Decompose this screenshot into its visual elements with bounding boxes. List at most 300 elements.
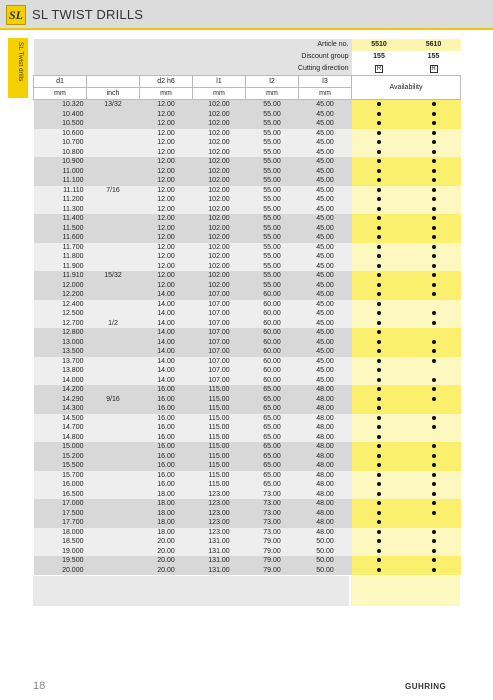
unit-inch: inch xyxy=(87,88,140,100)
availability-5610 xyxy=(407,138,461,148)
available-dot-icon xyxy=(377,463,381,467)
table-row xyxy=(34,395,461,405)
cell-inch xyxy=(87,129,140,139)
cell-l1: 131.00 xyxy=(193,566,246,576)
cell-l1: 102.00 xyxy=(193,148,246,158)
availability-5510 xyxy=(352,528,407,538)
cell-l1: 115.00 xyxy=(193,461,246,471)
cell-d2: 12.00 xyxy=(140,252,193,262)
table-row xyxy=(34,157,461,167)
cell-l2: 55.00 xyxy=(246,224,299,234)
cell-l3: 45.00 xyxy=(299,186,352,196)
availability-5610 xyxy=(407,404,461,414)
cell-l2: 55.00 xyxy=(246,186,299,196)
availability-5510 xyxy=(352,195,407,205)
availability-5510 xyxy=(352,205,407,215)
cell-d2: 20.00 xyxy=(140,566,193,576)
availability-5510 xyxy=(352,186,407,196)
cell-l3: 45.00 xyxy=(299,319,352,329)
cell-d2: 12.00 xyxy=(140,233,193,243)
availability-5610 xyxy=(407,148,461,158)
cell-d2: 14.00 xyxy=(140,309,193,319)
cell-inch xyxy=(87,461,140,471)
cell-l3: 45.00 xyxy=(299,252,352,262)
cell-l3: 45.00 xyxy=(299,129,352,139)
available-dot-icon xyxy=(377,368,381,372)
table-row xyxy=(34,471,461,481)
cell-l2: 79.00 xyxy=(246,556,299,566)
table-row xyxy=(34,338,461,348)
available-dot-icon xyxy=(377,406,381,410)
availability-5610 xyxy=(407,157,461,167)
article-no-5510: 5510 xyxy=(352,39,407,51)
cell-l1: 102.00 xyxy=(193,224,246,234)
cell-inch xyxy=(87,442,140,452)
availability-5610 xyxy=(407,452,461,462)
cell-d2: 16.00 xyxy=(140,452,193,462)
available-dot-icon xyxy=(377,121,381,125)
cell-d1: 11.800 xyxy=(34,252,87,262)
cell-d1: 12.700 xyxy=(34,319,87,329)
cell-l2: 60.00 xyxy=(246,290,299,300)
cell-l3: 45.00 xyxy=(299,195,352,205)
availability-5510 xyxy=(352,271,407,281)
cell-d1: 11.700 xyxy=(34,243,87,253)
available-dot-icon xyxy=(377,235,381,239)
cell-inch xyxy=(87,214,140,224)
available-dot-icon xyxy=(432,387,436,391)
table-row xyxy=(34,138,461,148)
cell-inch xyxy=(87,110,140,120)
col-l3: l3 xyxy=(299,76,352,88)
availability-5610 xyxy=(407,509,461,519)
cell-l1: 131.00 xyxy=(193,537,246,547)
available-dot-icon xyxy=(377,254,381,258)
cell-l3: 50.00 xyxy=(299,556,352,566)
cell-d1: 12.200 xyxy=(34,290,87,300)
cell-d2: 16.00 xyxy=(140,471,193,481)
available-dot-icon xyxy=(377,539,381,543)
table-row xyxy=(34,404,461,414)
cell-d1: 17.000 xyxy=(34,499,87,509)
cell-inch xyxy=(87,233,140,243)
cell-d1: 13.500 xyxy=(34,347,87,357)
cell-d2: 12.00 xyxy=(140,195,193,205)
unit-d1: mm xyxy=(34,88,87,100)
cell-d1: 10.900 xyxy=(34,157,87,167)
cutting-direction-5610 xyxy=(407,63,461,76)
cell-l1: 107.00 xyxy=(193,366,246,376)
availability-5610 xyxy=(407,395,461,405)
right-hand-cutting-icon: R xyxy=(376,66,382,72)
availability-5610 xyxy=(407,319,461,329)
table-row xyxy=(34,224,461,234)
cell-l3: 45.00 xyxy=(299,224,352,234)
cell-l3: 48.00 xyxy=(299,404,352,414)
available-dot-icon xyxy=(377,150,381,154)
cell-l3: 45.00 xyxy=(299,148,352,158)
table-row xyxy=(34,547,461,557)
cell-l2: 73.00 xyxy=(246,518,299,528)
page-title: SL TWIST DRILLS xyxy=(32,7,144,22)
cell-l1: 115.00 xyxy=(193,480,246,490)
availability-5510 xyxy=(352,290,407,300)
availability-5510 xyxy=(352,509,407,519)
cell-l1: 102.00 xyxy=(193,271,246,281)
table-row xyxy=(34,300,461,310)
availability-5510 xyxy=(352,556,407,566)
table-row xyxy=(34,423,461,433)
cell-l3: 48.00 xyxy=(299,385,352,395)
cell-l2: 65.00 xyxy=(246,461,299,471)
cell-l3: 50.00 xyxy=(299,537,352,547)
right-hand-cutting-icon: R xyxy=(431,66,436,72)
cell-l1: 115.00 xyxy=(193,414,246,424)
cell-l3: 45.00 xyxy=(299,157,352,167)
availability-5610 xyxy=(407,471,461,481)
available-dot-icon xyxy=(377,178,381,182)
cell-l3: 45.00 xyxy=(299,119,352,129)
cell-d1: 11.110 xyxy=(34,186,87,196)
cell-d2: 12.00 xyxy=(140,129,193,139)
cell-d2: 12.00 xyxy=(140,271,193,281)
available-dot-icon xyxy=(432,416,436,420)
cell-l2: 60.00 xyxy=(246,300,299,310)
cell-d1: 10.600 xyxy=(34,129,87,139)
cell-inch xyxy=(87,281,140,291)
availability-5610 xyxy=(407,233,461,243)
cell-l1: 123.00 xyxy=(193,518,246,528)
table-row xyxy=(34,176,461,186)
cell-l2: 60.00 xyxy=(246,338,299,348)
cell-l3: 48.00 xyxy=(299,414,352,424)
available-dot-icon xyxy=(377,520,381,524)
cell-d2: 16.00 xyxy=(140,442,193,452)
availability-5610 xyxy=(407,490,461,500)
available-dot-icon xyxy=(432,273,436,277)
cell-l1: 123.00 xyxy=(193,499,246,509)
cell-l2: 55.00 xyxy=(246,138,299,148)
availability-5510 xyxy=(352,281,407,291)
cell-d1: 14.300 xyxy=(34,404,87,414)
availability-5610 xyxy=(407,433,461,443)
availability-5510 xyxy=(352,243,407,253)
available-dot-icon xyxy=(432,397,436,401)
cell-l3: 45.00 xyxy=(299,233,352,243)
cell-inch xyxy=(87,518,140,528)
table-row xyxy=(34,309,461,319)
availability-5510 xyxy=(352,404,407,414)
cell-l3: 48.00 xyxy=(299,528,352,538)
availability-5510 xyxy=(352,347,407,357)
cell-d2: 12.00 xyxy=(140,119,193,129)
cell-inch xyxy=(87,480,140,490)
cell-l1: 102.00 xyxy=(193,167,246,177)
table-row xyxy=(34,461,461,471)
availability-5610 xyxy=(407,119,461,129)
cell-inch xyxy=(87,547,140,557)
cell-d1: 16.000 xyxy=(34,480,87,490)
cell-l1: 115.00 xyxy=(193,433,246,443)
cutting-direction-row xyxy=(34,63,461,76)
cell-d1: 18.500 xyxy=(34,537,87,547)
cell-l2: 55.00 xyxy=(246,195,299,205)
cell-d1: 12.800 xyxy=(34,328,87,338)
cell-inch xyxy=(87,471,140,481)
cell-l3: 45.00 xyxy=(299,309,352,319)
table-row xyxy=(34,252,461,262)
cell-inch xyxy=(87,347,140,357)
cell-d1: 11.400 xyxy=(34,214,87,224)
cell-l3: 45.00 xyxy=(299,243,352,253)
availability-5610 xyxy=(407,338,461,348)
cell-inch: 1/2 xyxy=(87,319,140,329)
cell-l2: 60.00 xyxy=(246,357,299,367)
table-row xyxy=(34,366,461,376)
cell-l2: 55.00 xyxy=(246,271,299,281)
available-dot-icon xyxy=(377,568,381,572)
cell-l1: 102.00 xyxy=(193,119,246,129)
cell-l1: 123.00 xyxy=(193,490,246,500)
available-dot-icon xyxy=(432,558,436,562)
cell-l3: 45.00 xyxy=(299,338,352,348)
table-row xyxy=(34,433,461,443)
cell-d2: 12.00 xyxy=(140,100,193,110)
column-header-row xyxy=(34,76,461,88)
available-dot-icon xyxy=(377,349,381,353)
availability-5510 xyxy=(352,366,407,376)
brand-logo-icon: SL xyxy=(6,5,26,25)
available-dot-icon xyxy=(377,558,381,562)
cell-l3: 45.00 xyxy=(299,100,352,110)
cell-l2: 65.00 xyxy=(246,480,299,490)
cell-inch xyxy=(87,338,140,348)
available-dot-icon xyxy=(432,207,436,211)
cell-d2: 20.00 xyxy=(140,537,193,547)
availability-5510 xyxy=(352,338,407,348)
table-row xyxy=(34,214,461,224)
cell-inch xyxy=(87,252,140,262)
availability-5510 xyxy=(352,157,407,167)
availability-5610 xyxy=(407,528,461,538)
availability-5610 xyxy=(407,480,461,490)
cell-l3: 45.00 xyxy=(299,366,352,376)
table-row xyxy=(34,233,461,243)
availability-5510 xyxy=(352,395,407,405)
cell-d1: 11.200 xyxy=(34,195,87,205)
availability-5610 xyxy=(407,281,461,291)
cell-l1: 102.00 xyxy=(193,157,246,167)
availability-5610 xyxy=(407,461,461,471)
available-dot-icon xyxy=(377,197,381,201)
cell-l1: 102.00 xyxy=(193,186,246,196)
table-row xyxy=(34,262,461,272)
section-tab xyxy=(8,38,28,98)
discount-group-row xyxy=(34,51,461,63)
available-dot-icon xyxy=(432,539,436,543)
available-dot-icon xyxy=(377,112,381,116)
cell-inch: 7/16 xyxy=(87,186,140,196)
table-row xyxy=(34,319,461,329)
cell-inch xyxy=(87,262,140,272)
table-row xyxy=(34,129,461,139)
cell-d1: 13.700 xyxy=(34,357,87,367)
availability-5610 xyxy=(407,537,461,547)
available-dot-icon xyxy=(432,568,436,572)
table-row xyxy=(34,290,461,300)
cell-inch xyxy=(87,433,140,443)
availability-5610 xyxy=(407,252,461,262)
availability-5610 xyxy=(407,499,461,509)
cell-inch xyxy=(87,385,140,395)
page-number: 18 xyxy=(33,680,46,692)
availability-5510 xyxy=(352,471,407,481)
cell-inch xyxy=(87,499,140,509)
availability-5510 xyxy=(352,433,407,443)
cell-l2: 73.00 xyxy=(246,509,299,519)
cell-d1: 12.000 xyxy=(34,281,87,291)
available-dot-icon xyxy=(377,321,381,325)
cell-d1: 14.200 xyxy=(34,385,87,395)
table-row xyxy=(34,499,461,509)
availability-5610 xyxy=(407,129,461,139)
cell-l3: 48.00 xyxy=(299,509,352,519)
unit-l1: mm xyxy=(193,88,246,100)
unit-d2: mm xyxy=(140,88,193,100)
cell-l2: 73.00 xyxy=(246,499,299,509)
availability-5510 xyxy=(352,167,407,177)
cell-inch xyxy=(87,556,140,566)
cell-l2: 55.00 xyxy=(246,100,299,110)
cell-d1: 15.500 xyxy=(34,461,87,471)
availability-5510 xyxy=(352,176,407,186)
cell-l3: 48.00 xyxy=(299,461,352,471)
available-dot-icon xyxy=(432,349,436,353)
available-dot-icon xyxy=(432,245,436,249)
cell-inch xyxy=(87,176,140,186)
cell-inch: 15/32 xyxy=(87,271,140,281)
cell-inch xyxy=(87,224,140,234)
availability-5510 xyxy=(352,262,407,272)
cell-inch xyxy=(87,490,140,500)
availability-5610 xyxy=(407,518,461,528)
available-dot-icon xyxy=(377,283,381,287)
cell-l1: 102.00 xyxy=(193,262,246,272)
available-dot-icon xyxy=(432,482,436,486)
cell-l1: 115.00 xyxy=(193,404,246,414)
available-dot-icon xyxy=(377,245,381,249)
cell-l1: 102.00 xyxy=(193,195,246,205)
cell-l1: 115.00 xyxy=(193,442,246,452)
availability-5510 xyxy=(352,328,407,338)
cell-l1: 107.00 xyxy=(193,338,246,348)
available-dot-icon xyxy=(432,492,436,496)
cell-d2: 12.00 xyxy=(140,157,193,167)
cell-d1: 11.100 xyxy=(34,176,87,186)
cell-l1: 115.00 xyxy=(193,385,246,395)
cell-d2: 14.00 xyxy=(140,338,193,348)
cell-inch: 13/32 xyxy=(87,100,140,110)
available-dot-icon xyxy=(432,178,436,182)
table-row xyxy=(34,537,461,547)
cell-d2: 14.00 xyxy=(140,357,193,367)
cell-l3: 50.00 xyxy=(299,547,352,557)
cell-l2: 60.00 xyxy=(246,319,299,329)
cell-l1: 131.00 xyxy=(193,547,246,557)
availability-5610 xyxy=(407,414,461,424)
available-dot-icon xyxy=(432,292,436,296)
cell-d1: 11.900 xyxy=(34,262,87,272)
cell-d2: 16.00 xyxy=(140,395,193,405)
cell-l1: 102.00 xyxy=(193,243,246,253)
cell-d2: 12.00 xyxy=(140,138,193,148)
available-dot-icon xyxy=(432,226,436,230)
cell-inch xyxy=(87,509,140,519)
availability-5510 xyxy=(352,566,407,576)
cell-l1: 102.00 xyxy=(193,281,246,291)
page-header xyxy=(0,0,493,30)
cell-d2: 16.00 xyxy=(140,461,193,471)
cell-l3: 45.00 xyxy=(299,290,352,300)
cell-l1: 123.00 xyxy=(193,528,246,538)
cell-d1: 10.320 xyxy=(34,100,87,110)
cell-d1: 14.000 xyxy=(34,376,87,386)
available-dot-icon xyxy=(377,216,381,220)
cell-l3: 45.00 xyxy=(299,176,352,186)
availability-5510 xyxy=(352,480,407,490)
cell-l3: 45.00 xyxy=(299,214,352,224)
cell-d1: 14.290 xyxy=(34,395,87,405)
available-dot-icon xyxy=(377,273,381,277)
article-no-5610: 5610 xyxy=(407,39,461,51)
cell-l3: 45.00 xyxy=(299,357,352,367)
availability-5510 xyxy=(352,423,407,433)
cell-l2: 55.00 xyxy=(246,148,299,158)
cell-l2: 55.00 xyxy=(246,157,299,167)
available-dot-icon xyxy=(432,530,436,534)
table-row xyxy=(34,376,461,386)
availability-5610 xyxy=(407,328,461,338)
availability-5510 xyxy=(352,518,407,528)
cell-l3: 45.00 xyxy=(299,281,352,291)
available-dot-icon xyxy=(377,387,381,391)
cell-d1: 15.200 xyxy=(34,452,87,462)
available-dot-icon xyxy=(432,473,436,477)
cell-l1: 115.00 xyxy=(193,452,246,462)
cutting-direction-5510 xyxy=(352,63,407,76)
available-dot-icon xyxy=(432,131,436,135)
cell-l1: 115.00 xyxy=(193,471,246,481)
cell-d2: 20.00 xyxy=(140,556,193,566)
cell-inch xyxy=(87,423,140,433)
availability-5510 xyxy=(352,385,407,395)
cell-l1: 107.00 xyxy=(193,290,246,300)
cell-d2: 14.00 xyxy=(140,300,193,310)
table-row xyxy=(34,205,461,215)
cell-l2: 65.00 xyxy=(246,414,299,424)
cell-d2: 12.00 xyxy=(140,214,193,224)
available-dot-icon xyxy=(377,397,381,401)
availability-5610 xyxy=(407,556,461,566)
table-row xyxy=(34,167,461,177)
cell-d1: 15.000 xyxy=(34,442,87,452)
available-dot-icon xyxy=(432,112,436,116)
cell-l2: 55.00 xyxy=(246,243,299,253)
cell-d1: 19.500 xyxy=(34,556,87,566)
availability-5610 xyxy=(407,195,461,205)
cell-d2: 14.00 xyxy=(140,319,193,329)
cell-d2: 12.00 xyxy=(140,176,193,186)
